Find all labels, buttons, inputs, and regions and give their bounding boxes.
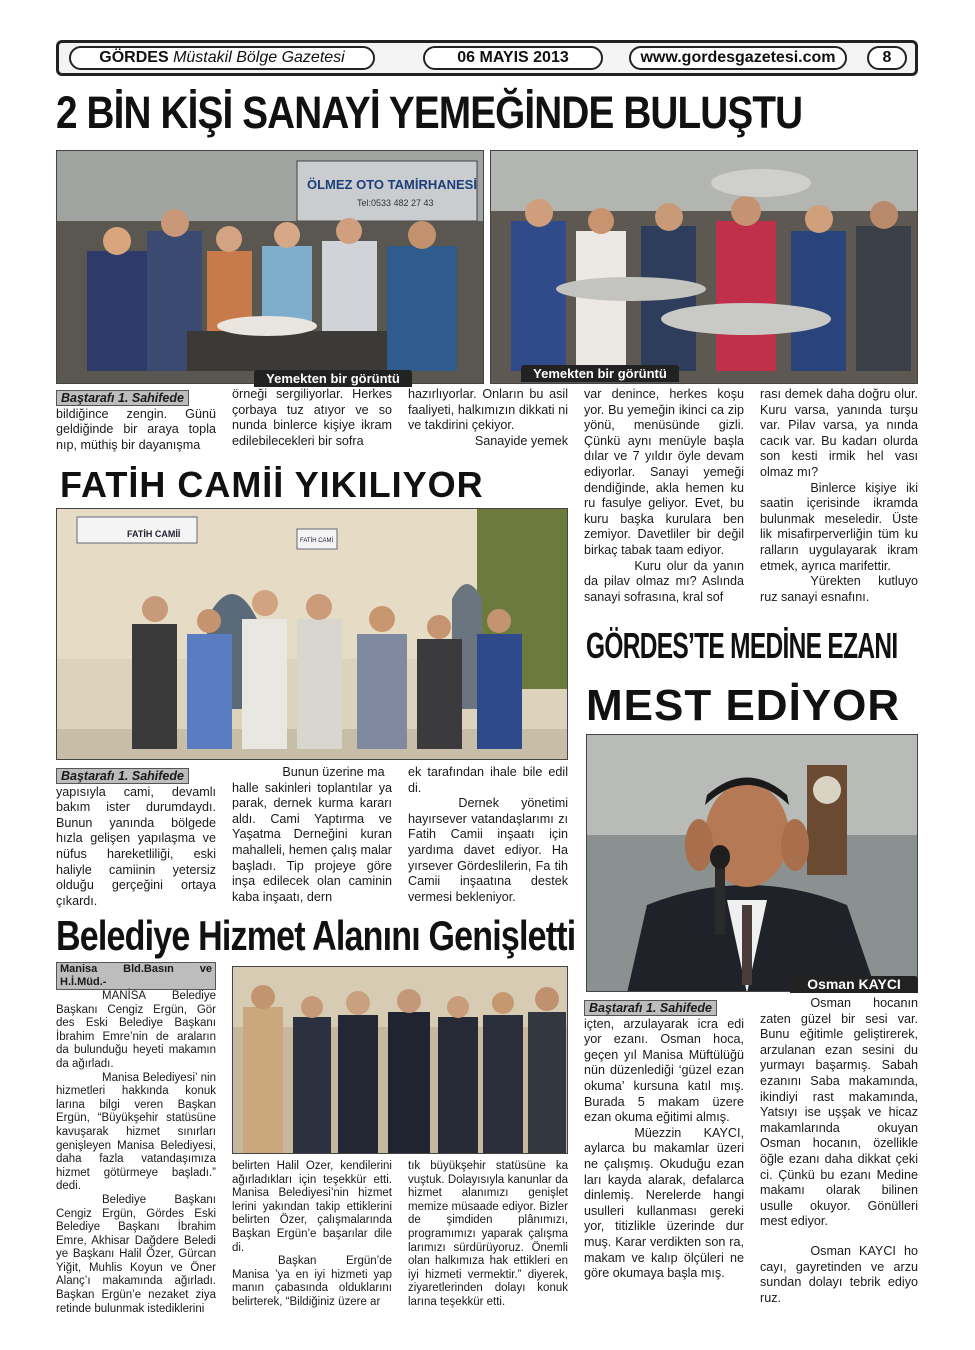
belediye-col-1 <box>56 962 216 1324</box>
date-pill <box>423 46 603 70</box>
photo-sanayi-2-image <box>491 151 918 384</box>
belediye-col-1c-text: Belediye Başkanı Cengiz Ergün, Gördes Eski Belediye Başkanı İbrahim Emre, Akhisar Dağdere Beledi ye Başkanı Halil Özer, Gürcan Yiğit, Muhlis Koyun ve Öner Alanç’ı makamında ağırladı. Başkan Ergün’e nezaket ziya retinde bulunmak istediklerini <box>56 1193 216 1315</box>
medine-col-1b-text: Müezzin KAYCI, aylarca bu makamlar üzeri ne çalışmış. Okuduğu ezan ları kayda alarak, defalarca dinlemiş. Nerelerde hangi usulleri kullanması gereki yor, titizlikle üzerinde dur muş. Karar verdikten son ra, makam ve kalıp ölçüleri ne göre okumaya başla mış. <box>584 1125 744 1281</box>
fatih-col-1 <box>56 768 216 910</box>
sanayi-col-5b-text: Binlerce kişiye iki saatin içerisinde ikramda bulunmak meseledir. Üste lik misafirperverliğin tüm ku ralların uygulayarak ikram etmek, ayrıca marifettir. <box>760 480 918 573</box>
source-tag: Manisa Bld.Basın ve H.İ.Müd.- <box>56 962 216 990</box>
headline-medine-ezani-1: GÖRDES’TE MEDİNE EZANI <box>586 625 898 666</box>
medine-col-1a-text: içten, arzulayarak icra edi yor ezanı. Osman hoca, geçen yıl Manisa Müftülüğü nün düzenlediği ‘güzel ezan okuma’ kursuna katıl mış. Burada 5 makam üzere ezan okuma eğitimi almış. <box>584 1016 744 1125</box>
photo-belediye <box>232 966 568 1154</box>
headline-belediye: Belediye Hizmet Alanını Genişletti <box>56 912 576 959</box>
photo-caption-sanayi-2: Yemekten bir görüntü <box>521 365 679 382</box>
belediye-col-3-text: tık büyükşehir statüsüne ka vuştuk. Dolayısıyla kanunlar da hizmet alanımızı genişlet memize müsaade ediyor. Bizler de şimdiden plânımızı, programımızı yaparak çalışma larımızı sürdürüyoruz. Önemli olan halkımıza hak ettikleri en iyi hizmeti vermektir.” diyerek, ziyaretlerinden dolayı konuk larına teşekkür etti. <box>408 1160 568 1308</box>
sanayi-col-1-text: bildiğince zengin. Günü geldiğinde bir araya topla nıp, müthiş bir dayanışma <box>56 406 216 452</box>
belediye-col-2a-text: belirten Halil Özer, kendilerini ağırladıkları için teşekkür etti. Manisa Belediyesi’nin hizmet lerini yakından takip ettiklerini belirten Özer, çalışmalarında Başkan Ergün’e başarılar dile di. <box>232 1160 392 1254</box>
continued-tag: Baştarafı 1. Sahifede <box>56 768 189 784</box>
sanayi-col-3b-text: Sanayide yemek <box>474 433 568 448</box>
headline-sanayi: 2 BİN KİŞİ SANAYİ YEMEĞİNDE BULUŞTU <box>56 87 803 138</box>
sanayi-col-2 <box>232 387 392 457</box>
continued-tag: Baştarafı 1. Sahifede <box>584 1000 717 1016</box>
paper-name-pill <box>69 46 375 70</box>
photo-sanayi-1 <box>56 150 484 384</box>
belediye-col-1a-text: MANİSA Belediye Başkanı Cengiz Ergün, Gör des Eski Belediye Başkanı İbrahim Emre’nin de araların da bulunduğu heyeti makamın da ağırladı. <box>56 990 216 1070</box>
photo-fatih-camii <box>56 508 568 760</box>
belediye-col-2 <box>232 1160 392 1324</box>
continued-tag: Baştarafı 1. Sahifede <box>56 390 189 406</box>
photo-caption-osman-kayci: Osman KAYCI <box>790 976 918 993</box>
masthead-bar <box>56 40 918 76</box>
photo-belediye-image <box>233 967 568 1154</box>
headline-fatih-camii: FATİH CAMİİ YIKILIYOR <box>60 464 484 505</box>
sanayi-col-4 <box>584 387 744 612</box>
photo-mosque-sign-2: FATİH CAMİ <box>300 538 334 544</box>
photo-mosque-sign: FATİH CAMİİ <box>127 529 181 539</box>
page-number-pill <box>867 46 907 70</box>
photo-caption-sanayi-1: Yemekten bir görüntü <box>254 370 412 387</box>
sanayi-col-5 <box>760 387 918 612</box>
medine-col-2b-text: Osman KAYCI ho cayı, gayretinden ve arzu sundan dolayı tebrik ediyo ruz. <box>760 1243 918 1305</box>
fatih-col-3b-text: Dernek yönetimi hayırsever vatandaşlarımı zı Fatih Camii inşaatı için yardıma davet ediyor. Ha yırsever Gördeslilerin, Fa tih Camii inşaatına destek vermesi bekleniyor. <box>408 796 568 904</box>
sanayi-col-4b-text: Kuru olur da yanın da pilav olmaz mı? Aslında sanayi sofrasına, kral sof <box>584 558 744 604</box>
medine-col-2a-text: Osman hocanın zaten güzel bir sesi var. Bunu eğitimle geliştirerek, arzulanan ezan sesini du yurmayı başarmış. Sabah ezanını Saba makamında, ikindiyi rast makamında, Yatsıyı ise uşşak ve hicaz makamlarında okuyan Osman hocanın, özellikle öğle ezanı daha dikkat çeki ci. Çünkü bu ezanı Medine makamı olarak bilinen usulle okuyor. Gönülleri mest ediyor. <box>760 996 918 1229</box>
sanayi-col-1 <box>56 390 216 460</box>
fatih-col-2b-text: halle sakinleri toplantılar ya parak, dernek kurma kararı aldı. Cami Yaptırma ve Yaşatma Derneğini kuran mahalleli, hemen çalış malar başladı. Tip projeye göre inşa edilecek olan caminin kaba inşaatı, dern <box>232 780 392 904</box>
paper-subtitle: Müstakil Bölge Gazetesi <box>173 49 345 66</box>
medine-col-1 <box>584 1000 744 1322</box>
medine-col-2 <box>760 996 918 1322</box>
belediye-col-1b-text: Manisa Belediyesi’ nin hizmetleri hakkında konuk larına bilgi veren Başkan Ergün, “Büyükşehir statüsüne kavuşarak hizmet sınırları genişleyen Manisa Belediyesi, daha fazla vatandaşımıza hizmet götürmeye başladı.” dedi. <box>56 1071 216 1193</box>
fatih-col-1-text: yapısıyla cami, devamlı bakım ister durumdaydı. Bunun yanında bölgede hızla gelişen yapılaşma ve nüfus hareketliliği, eski haliyle camiinin yetersiz olduğu gerçeğini ortaya çıkardı. <box>56 784 216 908</box>
belediye-col-3 <box>408 1160 568 1324</box>
paper-name: GÖRDES <box>99 49 169 66</box>
sanayi-col-3 <box>408 387 568 457</box>
sanayi-col-5a-text: rası demek daha doğru olur. Kuru varsa, yanında turşu var. Pilav varsa, ya nında cacık var. Bu kadarı olurda son kesti irmik hel vası olmaz mı? <box>760 387 918 479</box>
photo-sanayi-2 <box>490 150 918 384</box>
fatih-col-3 <box>408 765 568 910</box>
website-pill <box>629 46 847 70</box>
fatih-col-2a-text: Bunun üzerine ma <box>282 765 385 779</box>
sanayi-col-5c-text: Yürekten kutluyo ruz sanayi esnafını. <box>760 574 918 604</box>
photo-osman-kayci <box>586 734 918 992</box>
photo-sign-text: ÖLMEZ OTO TAMİRHANESİ <box>307 177 477 192</box>
headline-medine-ezani-2: MEST EDİYOR <box>586 681 901 730</box>
sanayi-col-3a-text: hazırlıyorlar. Onların bu asil faaliyeti, halkımızın dikkati ni ve takdirini çekiyor. <box>408 387 568 433</box>
fatih-col-2 <box>232 765 392 910</box>
issue-date: 06 MAYIS 2013 <box>457 49 569 66</box>
photo-sanayi-1-image <box>57 151 484 384</box>
page-number: 8 <box>882 49 892 66</box>
belediye-col-2b-text: Başkan Ergün’de Manisa ’ya en iyi hizmeti yap manın çabasında olduklarını belirterek, “Bildiğiniz üzere ar <box>232 1255 392 1308</box>
website-link[interactable]: www.gordesgazetesi.com <box>640 49 836 66</box>
photo-fatih-camii-image <box>57 509 568 760</box>
sanayi-col-4a-text: var denince, herkes koşu yor. Bu yemeğin ikinci ca zip yönü, menüsünde gizli. Çünkü aynı menüyle başla dılar ve 7 yıldır öyle devam ediyorlar. Sanayi yemeği dendiğinde, akla hemen ku ru fasulye geliyor. Evet, bu kuru başka kurulara ben zemiyor. Davetliler bir değil birkaç tabak taam ediyor. <box>584 387 744 557</box>
fatih-col-3a-text: ek tarafından ihale bile edil di. <box>408 765 568 795</box>
photo-sign-phone: Tel:0533 482 27 43 <box>357 198 434 208</box>
photo-osman-kayci-image <box>587 735 918 992</box>
sanayi-col-2-text: örneği sergiliyorlar. Herkes çorbaya tuz atıyor ve so nunda binlerce kişiye ikram edilebilecekleri bir sofra <box>232 387 392 448</box>
